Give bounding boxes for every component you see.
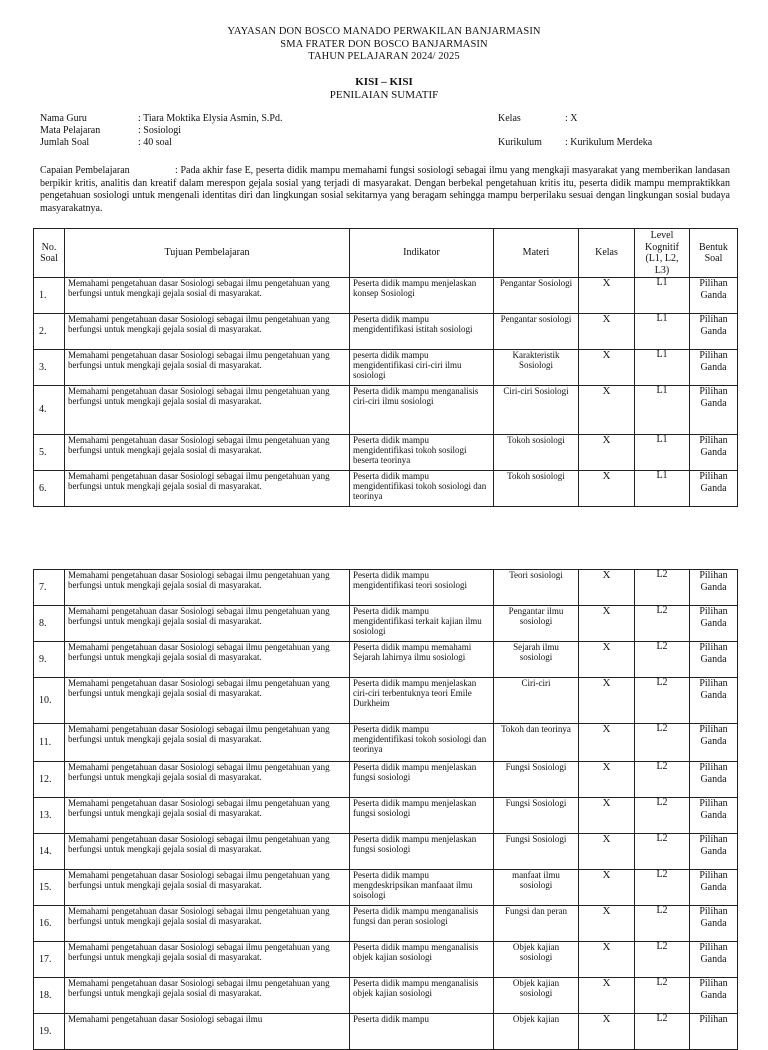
row-cognitive-level: L2	[635, 1014, 690, 1050]
row-material: Pengantar Sosiologi	[494, 278, 579, 314]
row-material: Objek kajian	[494, 1014, 579, 1050]
curriculum-label: Kurikulum	[498, 137, 542, 148]
row-cognitive-level: L2	[635, 678, 690, 724]
document-title: KISI – KISI	[355, 76, 413, 88]
row-class: X	[579, 762, 635, 798]
row-material: Ciri-ciri Sosiologi	[494, 386, 579, 435]
row-question-type: Pilihan Ganda	[690, 435, 738, 471]
table-row	[34, 678, 738, 724]
row-learning-goal: Memahami pengetahuan dasar Sosiologi sebagai ilmu pengetahuan yang berfungsi untuk mengkaji gejala sosial di masyarakat.	[65, 435, 350, 471]
table-row	[34, 278, 738, 314]
table-row	[34, 906, 738, 942]
row-number: 19.	[34, 1014, 65, 1050]
row-indicator: Peserta didik mampu	[350, 1014, 494, 1050]
row-indicator: Peserta didik mampu memahami Sejarah lahirnya ilmu sosiologi	[350, 642, 494, 678]
row-indicator: Peserta didik mampu mengidentifikasi teori sosiologi	[350, 570, 494, 606]
row-material: Pengantar sosiologi	[494, 314, 579, 350]
question-count-label: Jumlah Soal	[40, 137, 90, 148]
row-learning-goal: Memahami pengetahuan dasar Sosiologi sebagai ilmu pengetahuan yang berfungsi untuk mengkaji gejala sosial di masyarakat.	[65, 834, 350, 870]
row-class: X	[579, 278, 635, 314]
row-question-type: Pilihan Ganda	[690, 724, 738, 762]
header-no: No. Soal	[34, 229, 65, 278]
row-number: 9.	[34, 642, 65, 678]
row-cognitive-level: L2	[635, 762, 690, 798]
table-row	[34, 471, 738, 507]
question-count-value: : 40 soal	[138, 137, 172, 148]
row-learning-goal: Memahami pengetahuan dasar Sosiologi sebagai ilmu pengetahuan yang berfungsi untuk mengkaji gejala sosial di masyarakat.	[65, 350, 350, 386]
row-learning-goal: Memahami pengetahuan dasar Sosiologi sebagai ilmu pengetahuan yang berfungsi untuk mengkaji gejala sosial di masyarakat.	[65, 278, 350, 314]
school-header	[0, 26, 768, 64]
row-number: 1.	[34, 278, 65, 314]
row-class: X	[579, 435, 635, 471]
table-row	[34, 942, 738, 978]
row-question-type: Pilihan Ganda	[690, 350, 738, 386]
row-learning-goal: Memahami pengetahuan dasar Sosiologi sebagai ilmu pengetahuan yang berfungsi untuk mengkaji gejala sosial di masyarakat.	[65, 798, 350, 834]
table-row	[34, 435, 738, 471]
row-learning-goal: Memahami pengetahuan dasar Sosiologi sebagai ilmu pengetahuan yang berfungsi untuk mengkaji gejala sosial di masyarakat.	[65, 606, 350, 642]
row-number: 7.	[34, 570, 65, 606]
row-indicator: Peserta didik mampu menganalisis ciri-ciri ilmu sosiologi	[350, 386, 494, 435]
row-question-type: Pilihan Ganda	[690, 978, 738, 1014]
row-material: Teori sosiologi	[494, 570, 579, 606]
row-number: 18.	[34, 978, 65, 1014]
row-material: Objek kajian sosiologi	[494, 978, 579, 1014]
table-body-page-2	[34, 570, 738, 1050]
foundation-name: YAYASAN DON BOSCO MANADO PERWAKILAN BANJARMASIN	[227, 26, 541, 37]
row-question-type: Pilihan Ganda	[690, 678, 738, 724]
class-value: : X	[565, 113, 578, 124]
row-indicator: Peserta didik mampu menjelaskan fungsi sosiologi	[350, 798, 494, 834]
row-cognitive-level: L2	[635, 798, 690, 834]
row-material: Tokoh dan teorinya	[494, 724, 579, 762]
row-indicator: Peserta didik mampu mengidentifikasi istitah sosiologi	[350, 314, 494, 350]
row-indicator: Peserta didik mampu menjelaskan konsep Sosiologi	[350, 278, 494, 314]
learning-outcome	[40, 165, 730, 215]
document-meta	[40, 113, 740, 149]
table-row	[34, 724, 738, 762]
row-material: Fungsi dan peran	[494, 906, 579, 942]
meta-row-jumlah	[40, 137, 740, 149]
row-indicator: Peserta didik mampu menjelaskan fungsi sosiologi	[350, 762, 494, 798]
row-question-type: Pilihan Ganda	[690, 870, 738, 906]
row-material: Ciri-ciri	[494, 678, 579, 724]
blueprint-table-page-1	[33, 228, 738, 507]
header-kelas: Kelas	[579, 229, 635, 278]
table-row	[34, 386, 738, 435]
row-learning-goal: Memahami pengetahuan dasar Sosiologi sebagai ilmu pengetahuan yang berfungsi untuk mengkaji gejala sosial di masyarakat.	[65, 762, 350, 798]
row-number: 8.	[34, 606, 65, 642]
table-row	[34, 978, 738, 1014]
row-cognitive-level: L1	[635, 314, 690, 350]
row-learning-goal: Memahami pengetahuan dasar Sosiologi sebagai ilmu pengetahuan yang berfungsi untuk mengkaji gejala sosial di masyarakat.	[65, 678, 350, 724]
table-row	[34, 834, 738, 870]
row-question-type: Pilihan Ganda	[690, 471, 738, 507]
table-row	[34, 570, 738, 606]
row-indicator: Peserta didik mampu menjelaskan ciri-ciri terbentuknya teori Emile Durkheim	[350, 678, 494, 724]
row-learning-goal: Memahami pengetahuan dasar Sosiologi sebagai ilmu pengetahuan yang berfungsi untuk mengkaji gejala sosial di masyarakat.	[65, 870, 350, 906]
row-number: 6.	[34, 471, 65, 507]
row-question-type: Pilihan Ganda	[690, 278, 738, 314]
table-header-row	[34, 229, 738, 278]
row-class: X	[579, 350, 635, 386]
row-indicator: Peserta didik mampu menganalisis objek kajian sosiologi	[350, 942, 494, 978]
row-indicator: Peserta didik mampu mengidentifikasi tokoh sosiologi dan teorinya	[350, 724, 494, 762]
row-class: X	[579, 942, 635, 978]
table-row	[34, 642, 738, 678]
header-bentuk: Bentuk Soal	[690, 229, 738, 278]
row-learning-goal: Memahami pengetahuan dasar Sosiologi sebagai ilmu pengetahuan yang berfungsi untuk mengkaji gejala sosial di masyarakat.	[65, 314, 350, 350]
table-row	[34, 870, 738, 906]
header-tujuan: Tujuan Pembelajaran	[65, 229, 350, 278]
row-class: X	[579, 798, 635, 834]
meta-row-guru	[40, 113, 740, 125]
header-level: Level Kognitif (L1, L2, L3)	[635, 229, 690, 278]
row-class: X	[579, 906, 635, 942]
row-class: X	[579, 606, 635, 642]
table-body-page-1	[34, 278, 738, 507]
row-class: X	[579, 870, 635, 906]
row-cognitive-level: L2	[635, 642, 690, 678]
row-cognitive-level: L2	[635, 724, 690, 762]
teacher-label: Nama Guru	[40, 113, 87, 124]
row-cognitive-level: L2	[635, 570, 690, 606]
row-cognitive-level: L1	[635, 278, 690, 314]
row-indicator: Peserta didik mampu mengidentifikasi terkait kajian ilmu sosiologi	[350, 606, 494, 642]
row-learning-goal: Memahami pengetahuan dasar Sosiologi sebagai ilmu pengetahuan yang berfungsi untuk mengkaji gejala sosial di masyarakat.	[65, 942, 350, 978]
row-number: 11.	[34, 724, 65, 762]
table-row	[34, 1014, 738, 1050]
row-class: X	[579, 570, 635, 606]
row-learning-goal: Memahami pengetahuan dasar Sosiologi sebagai ilmu pengetahuan yang berfungsi untuk mengkaji gejala sosial di masyarakat.	[65, 570, 350, 606]
row-question-type: Pilihan Ganda	[690, 762, 738, 798]
header-indikator: Indikator	[350, 229, 494, 278]
row-class: X	[579, 642, 635, 678]
table-row	[34, 314, 738, 350]
subject-label: Mata Pelajaran	[40, 125, 101, 136]
row-question-type: Pilihan Ganda	[690, 798, 738, 834]
class-label: Kelas	[498, 113, 521, 124]
row-learning-goal: Memahami pengetahuan dasar Sosiologi sebagai ilmu pengetahuan yang berfungsi untuk mengkaji gejala sosial di masyarakat.	[65, 386, 350, 435]
row-number: 13.	[34, 798, 65, 834]
row-question-type: Pilihan Ganda	[690, 642, 738, 678]
row-number: 3.	[34, 350, 65, 386]
row-indicator: Peserta didik mampu menganalisis fungsi dan peran sosiologi	[350, 906, 494, 942]
row-cognitive-level: L2	[635, 870, 690, 906]
row-indicator: Peserta didik mampu mengidentifikasi tokoh sosiologi dan teorinya	[350, 471, 494, 507]
row-material: Fungsi Sosiologi	[494, 834, 579, 870]
row-number: 12.	[34, 762, 65, 798]
row-indicator: Peserta didik mampu menjelaskan fungsi sosiologi	[350, 834, 494, 870]
row-indicator: Peserta didik mampu mengidentifikasi tokoh sosilogi beserta teorinya	[350, 435, 494, 471]
row-material: Karakteristik Sosiologi	[494, 350, 579, 386]
row-cognitive-level: L2	[635, 606, 690, 642]
learning-outcome-label: Capaian Pembelajaran	[40, 165, 130, 176]
row-question-type: Pilihan Ganda	[690, 606, 738, 642]
row-number: 10.	[34, 678, 65, 724]
row-number: 14.	[34, 834, 65, 870]
row-cognitive-level: L1	[635, 435, 690, 471]
row-material: Pengantar ilmu sosiologi	[494, 606, 579, 642]
table-row	[34, 350, 738, 386]
row-cognitive-level: L2	[635, 942, 690, 978]
row-learning-goal: Memahami pengetahuan dasar Sosiologi sebagai ilmu pengetahuan yang berfungsi untuk mengkaji gejala sosial di masyarakat.	[65, 906, 350, 942]
row-class: X	[579, 724, 635, 762]
row-class: X	[579, 1014, 635, 1050]
meta-row-mapel	[40, 125, 740, 137]
row-material: Tokoh sosiologi	[494, 471, 579, 507]
row-material: manfaat ilmu sosiologi	[494, 870, 579, 906]
row-class: X	[579, 386, 635, 435]
header-materi: Materi	[494, 229, 579, 278]
row-indicator: peserta didik mampu mengidentifikasi ciri-ciri ilmu sosiologi	[350, 350, 494, 386]
row-number: 4.	[34, 386, 65, 435]
row-indicator: Peserta didik mampu mengdeskripsikan manfaaat ilmu soisologi	[350, 870, 494, 906]
row-learning-goal: Memahami pengetahuan dasar Sosiologi sebagai ilmu pengetahuan yang berfungsi untuk mengkaji gejala sosial di masyarakat.	[65, 471, 350, 507]
row-material: Objek kajian sosiologi	[494, 942, 579, 978]
row-question-type: Pilihan Ganda	[690, 386, 738, 435]
row-class: X	[579, 314, 635, 350]
document-subtitle: PENILAIAN SUMATIF	[329, 89, 439, 101]
row-number: 17.	[34, 942, 65, 978]
row-class: X	[579, 978, 635, 1014]
row-learning-goal: Memahami pengetahuan dasar Sosiologi sebagai ilmu pengetahuan yang berfungsi untuk mengkaji gejala sosial di masyarakat.	[65, 642, 350, 678]
row-class: X	[579, 834, 635, 870]
row-number: 5.	[34, 435, 65, 471]
row-cognitive-level: L2	[635, 906, 690, 942]
row-cognitive-level: L2	[635, 834, 690, 870]
table-row	[34, 762, 738, 798]
row-question-type: Pilihan Ganda	[690, 942, 738, 978]
row-number: 2.	[34, 314, 65, 350]
row-question-type: Pilihan Ganda	[690, 314, 738, 350]
table-row	[34, 606, 738, 642]
row-material: Tokoh sosiologi	[494, 435, 579, 471]
row-indicator: Peserta didik mampu menganalisis objek kajian sosiologi	[350, 978, 494, 1014]
row-cognitive-level: L1	[635, 471, 690, 507]
academic-year: TAHUN PELAJARAN 2024/ 2025	[308, 51, 460, 62]
blueprint-table-page-2	[33, 569, 738, 1050]
row-material: Fungsi Sosiologi	[494, 762, 579, 798]
row-material: Fungsi Sosiologi	[494, 798, 579, 834]
curriculum-value: : Kurikulum Merdeka	[565, 137, 653, 148]
row-class: X	[579, 678, 635, 724]
learning-outcome-text: : Pada akhir fase E, peserta didik mampu memahami fungsi sosiologi sebagai ilmu yang mengkaji masyarakat yang memberikan landasan berpikir kritis, analitis dan kreatif dalam merespon gejala sosial yang terjadi di masyarakat. Dengan berbekal pengetahuan kritis itu, peserta didik mampu mempraktikkan pengetahuan sosiologi untuk mengenali identitas diri dan lingkungan sosial sekitarnya yang beragam sehingga mampu berperilaku sesuai dengan lingkungan sosial budaya masyarakatnya.	[40, 165, 730, 214]
row-learning-goal: Memahami pengetahuan dasar Sosiologi sebagai ilmu	[65, 1014, 350, 1050]
subject-value: : Sosiologi	[138, 125, 182, 136]
teacher-value: : Tiara Moktika Elysia Asmin, S.Pd.	[138, 113, 283, 124]
row-material: Sejarah ilmu sosiologi	[494, 642, 579, 678]
row-learning-goal: Memahami pengetahuan dasar Sosiologi sebagai ilmu pengetahuan yang berfungsi untuk mengkaji gejala sosial di masyarakat.	[65, 978, 350, 1014]
row-number: 16.	[34, 906, 65, 942]
row-cognitive-level: L1	[635, 350, 690, 386]
row-cognitive-level: L1	[635, 386, 690, 435]
row-learning-goal: Memahami pengetahuan dasar Sosiologi sebagai ilmu pengetahuan yang berfungsi untuk mengkaji gejala sosial di masyarakat.	[65, 724, 350, 762]
row-question-type: Pilihan Ganda	[690, 834, 738, 870]
row-question-type: Pilihan Ganda	[690, 570, 738, 606]
row-question-type: Pilihan	[690, 1014, 738, 1050]
school-name: SMA FRATER DON BOSCO BANJARMASIN	[280, 38, 488, 50]
row-number: 15.	[34, 870, 65, 906]
row-cognitive-level: L2	[635, 978, 690, 1014]
row-question-type: Pilihan Ganda	[690, 906, 738, 942]
document-title-block	[0, 76, 768, 102]
table-row	[34, 798, 738, 834]
row-class: X	[579, 471, 635, 507]
